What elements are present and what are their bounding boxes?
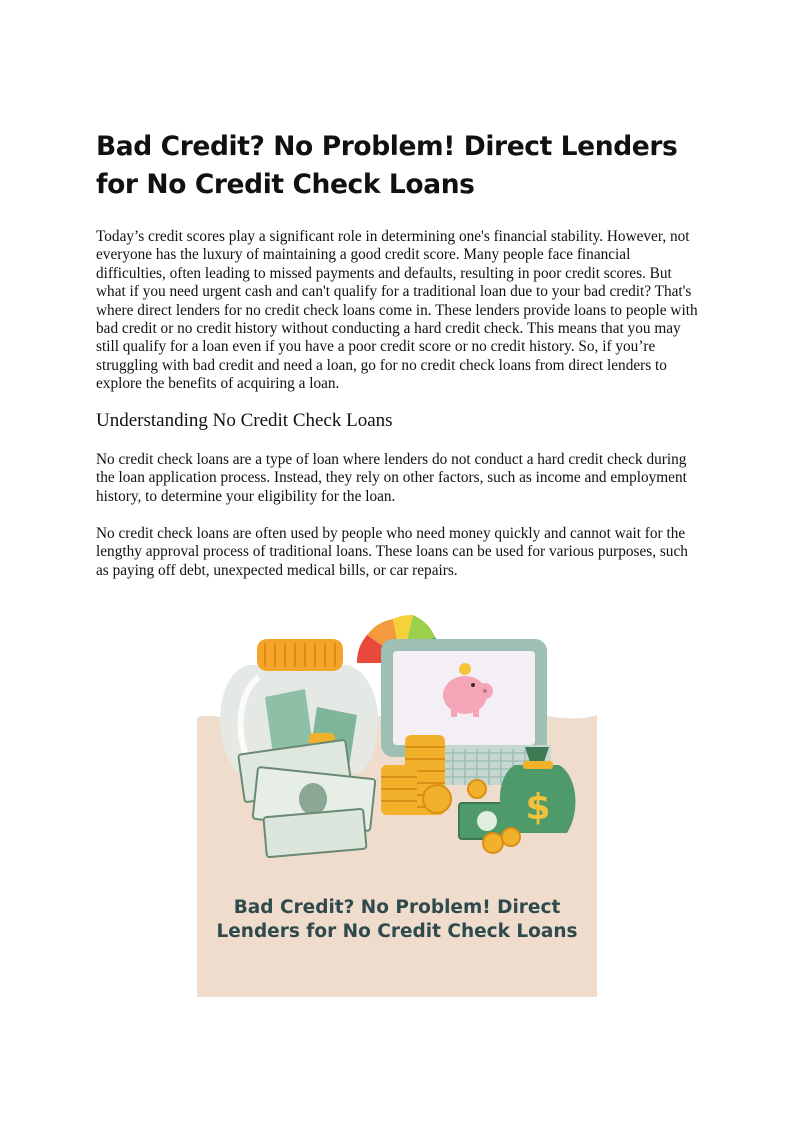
illustration-caption-line-2: Lenders for No Credit Check Loans <box>216 921 578 942</box>
illustration-caption-line-1: Bad Credit? No Problem! Direct <box>233 897 561 918</box>
section-paragraph-1: No credit check loans are a type of loan where lenders do not conduct a hard credit check during the loan application process. Instead, they rely on other factors, such as income and employment history, to determine your eligibility for the loan. <box>96 451 687 505</box>
intro-paragraph: Today’s credit scores play a significant role in determining one's financial stability. However, not everyone has the luxury of maintaining a good credit score. Many people face financial difficulties, often leading to missed payments and defaults, resulting in poor credit scores. But what if you need urgent cash and can't qualify for a traditional loan due to your bad credit? That's where direct lenders for no credit check loans come in. These lenders provide loans to people with bad credit or no credit history without conducting a hard credit check. This means that you may still qualify for a loan even if you have a poor credit score or no credit history. So, if you’re struggling with bad credit and need a loan, go for no credit check loans from direct lenders to explore the benefits of acquiring a loan. <box>96 228 698 393</box>
loan-illustration <box>197 597 597 997</box>
section-heading: Understanding No Credit Check Loans <box>96 410 393 431</box>
section-paragraph-2: No credit check loans are often used by people who need money quickly and cannot wait for the lengthy approval process of traditional loans. These loans can be used for various purposes, such as paying off debt, unexpected medical bills, or car repairs. <box>96 525 688 579</box>
dollar-sign: $ <box>525 787 551 828</box>
page-title: Bad Credit? No Problem! Direct Lenders for No Credit Check Loans <box>96 131 678 200</box>
illustration-canvas <box>197 597 597 997</box>
